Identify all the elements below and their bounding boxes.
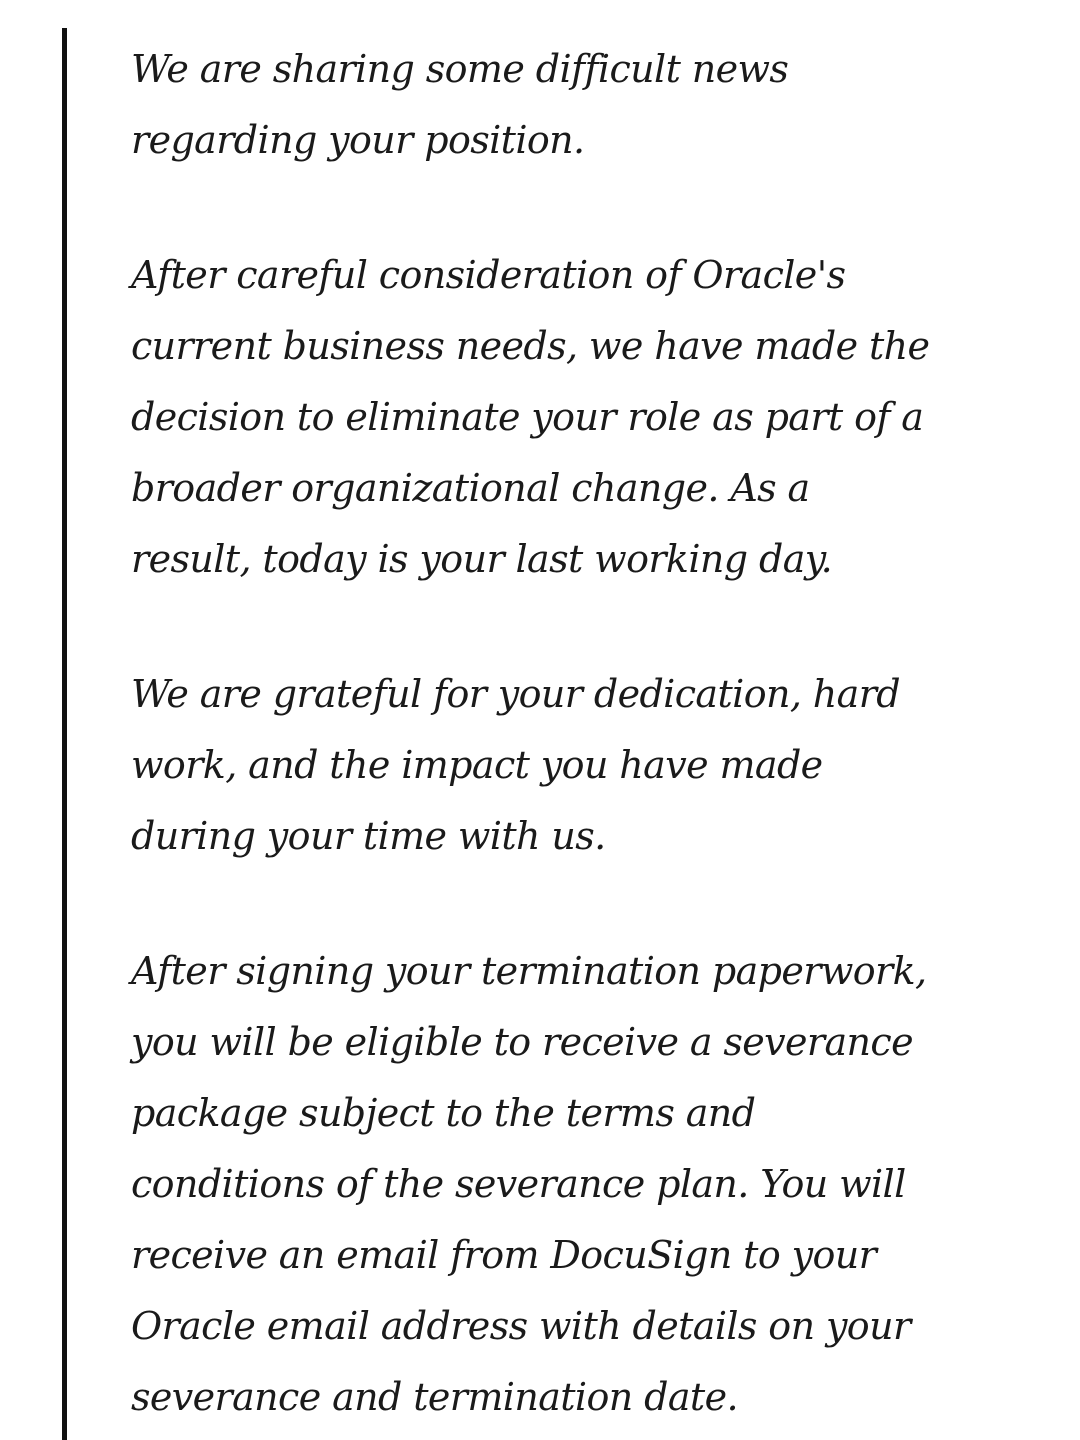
text-line: Oracle email address with details on your: [131, 1304, 911, 1348]
text-line: package subject to the terms and: [131, 1091, 756, 1135]
text-line: result, today is your last working day.: [131, 537, 833, 581]
blockquote: [62, 28, 1062, 1440]
text-line: work, and the impact you have made: [131, 743, 823, 787]
text-line: regarding your position.: [131, 118, 585, 162]
text-line: decision to eliminate your role as part of a: [131, 395, 924, 439]
text-line: We are sharing some difficult news: [131, 47, 789, 91]
paragraph-role-elimination: [131, 240, 1031, 595]
text-line: receive an email from DocuSign to your: [131, 1233, 877, 1277]
text-line: conditions of the severance plan. You will: [131, 1162, 906, 1206]
text-line: current business needs, we have made the: [131, 324, 930, 368]
text-line: After signing your termination paperwork,: [131, 949, 927, 993]
text-line: during your time with us.: [131, 814, 606, 858]
text-line: you will be eligible to receive a severance: [131, 1020, 913, 1064]
paragraph-gratitude: [131, 659, 1031, 872]
paragraph-difficult-news: [131, 34, 1031, 176]
paragraph-severance: [131, 936, 1031, 1433]
text-line: After careful consideration of Oracle's: [131, 253, 846, 297]
text-line: We are grateful for your dedication, hard: [131, 672, 901, 716]
text-line: broader organizational change. As a: [131, 466, 810, 510]
text-line: severance and termination date.: [131, 1375, 738, 1419]
